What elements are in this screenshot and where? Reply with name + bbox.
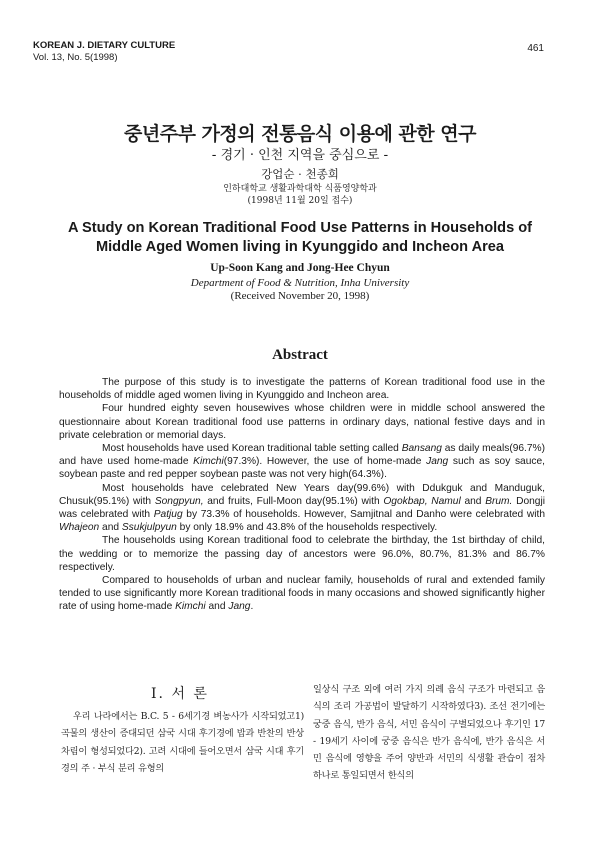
english-received-date: (Received November 20, 1998) [230, 290, 370, 302]
page-number: 461 [527, 43, 544, 54]
korean-received-date: (1998년 11월 20일 접수) [247, 196, 353, 206]
abstract-body [59, 376, 545, 614]
abstract-paragraph: The households using Korean traditional food to celebrate the birthday, the 1st birthday of child, the wedding or to memorize the passing day of ancestors were 96.0%, 80.7%, 81.3% and 86.7% respectively. [59, 535, 545, 573]
body-paragraph: 우리 나라에서는 B.C. 5 - 6세기경 벼농사가 시작되었고1) 곡물의 생산이 증대되던 삼국 시대 후기경에 밥과 반찬의 반상 차림이 형성되었다2). 고려 시대에 들어오면서 삼국 시대 후기경의 주 · 부식 분리 유형의 [61, 711, 304, 774]
english-authors: Up-Soon Kang and Jong-Hee Chyun [210, 262, 390, 274]
english-title [0, 219, 600, 257]
abstract-paragraph: Four hundred eighty seven housewives whose children were in middle school answered the questionnaire about Korean traditional food use patterns in ordinary days, national festive days and in private celebration or memorial days. [59, 403, 545, 441]
abstract-paragraph: Most households have used Korean traditional table setting called Bansang as daily meals(96.7%) and have used home-made Kimchi(97.3%). However, the use of home-made Jang such as soy sauce, soybean paste and red pepper soybean paste was not very high(64.3%). [59, 443, 545, 481]
korean-affiliation: 인하대학교 생활과학대학 식품영양학과 [223, 184, 377, 194]
journal-name: KOREAN J. DIETARY CULTURE [33, 40, 176, 51]
introduction-left-column [61, 708, 304, 777]
introduction-right-column [313, 681, 545, 785]
body-paragraph: 일상식 구조 외에 여러 가지 의례 음식 구조가 마련되고 음식의 조리 가공법이 발달하기 시작하였다3). 조선 전기에는 궁중 음식, 반가 음식, 서민 음식이 구별되었으나 후기인 17 - 19세기 사이에 궁중 음식은 반가 음식에, 반가 음식은 서민 음식에 영향을 주어 양반과 서민의 식생활 관습이 점차 하나로 통일되면서 한식의 [313, 684, 545, 782]
introduction-heading: I. 서 론 [151, 686, 209, 702]
abstract-paragraph: Most households have celebrated New Years day(99.6%) with Ddukguk and Manduguk, Chusuk(95.1%) with Songpyun, and fruits, Full-Moon day(95.1%) with Ogokbap, Namul and Brum. Dongji was celebrated with Patjug by 73.3% of households. However, Samjitnal and Danho were celebrated with Whajeon and Ssukjulpyun by only 18.9% and 43.8% of the households respectively. [59, 482, 545, 534]
abstract-heading: Abstract [272, 347, 328, 363]
abstract-paragraph: The purpose of this study is to investigate the patterns of Korean traditional food use in the households of middle aged women living in Kyunggido and Incheon area. [59, 377, 545, 402]
journal-header [33, 40, 175, 64]
korean-title: 중년주부 가정의 전통음식 이용에 관한 연구 [124, 123, 476, 145]
journal-volume: Vol. 13, No. 5(1998) [33, 52, 118, 63]
english-title-line1: A Study on Korean Traditional Food Use Patterns in Households of [67, 220, 533, 236]
abstract-paragraph: Compared to households of urban and nuclear family, households of rural and extended family tended to use significantly more Korean traditional foods in many occasions and showed significantly higher rate of using home-made Kimchi and Jang. [59, 575, 545, 613]
korean-authors: 강업순 · 천종희 [261, 167, 339, 181]
english-title-line2: Middle Aged Women living in Kyunggido and Incheon Area [95, 239, 505, 255]
korean-subtitle: - 경기 · 인천 지역을 중심으로 - [211, 148, 389, 163]
english-department: Department of Food & Nutrition, Inha University [190, 277, 410, 289]
